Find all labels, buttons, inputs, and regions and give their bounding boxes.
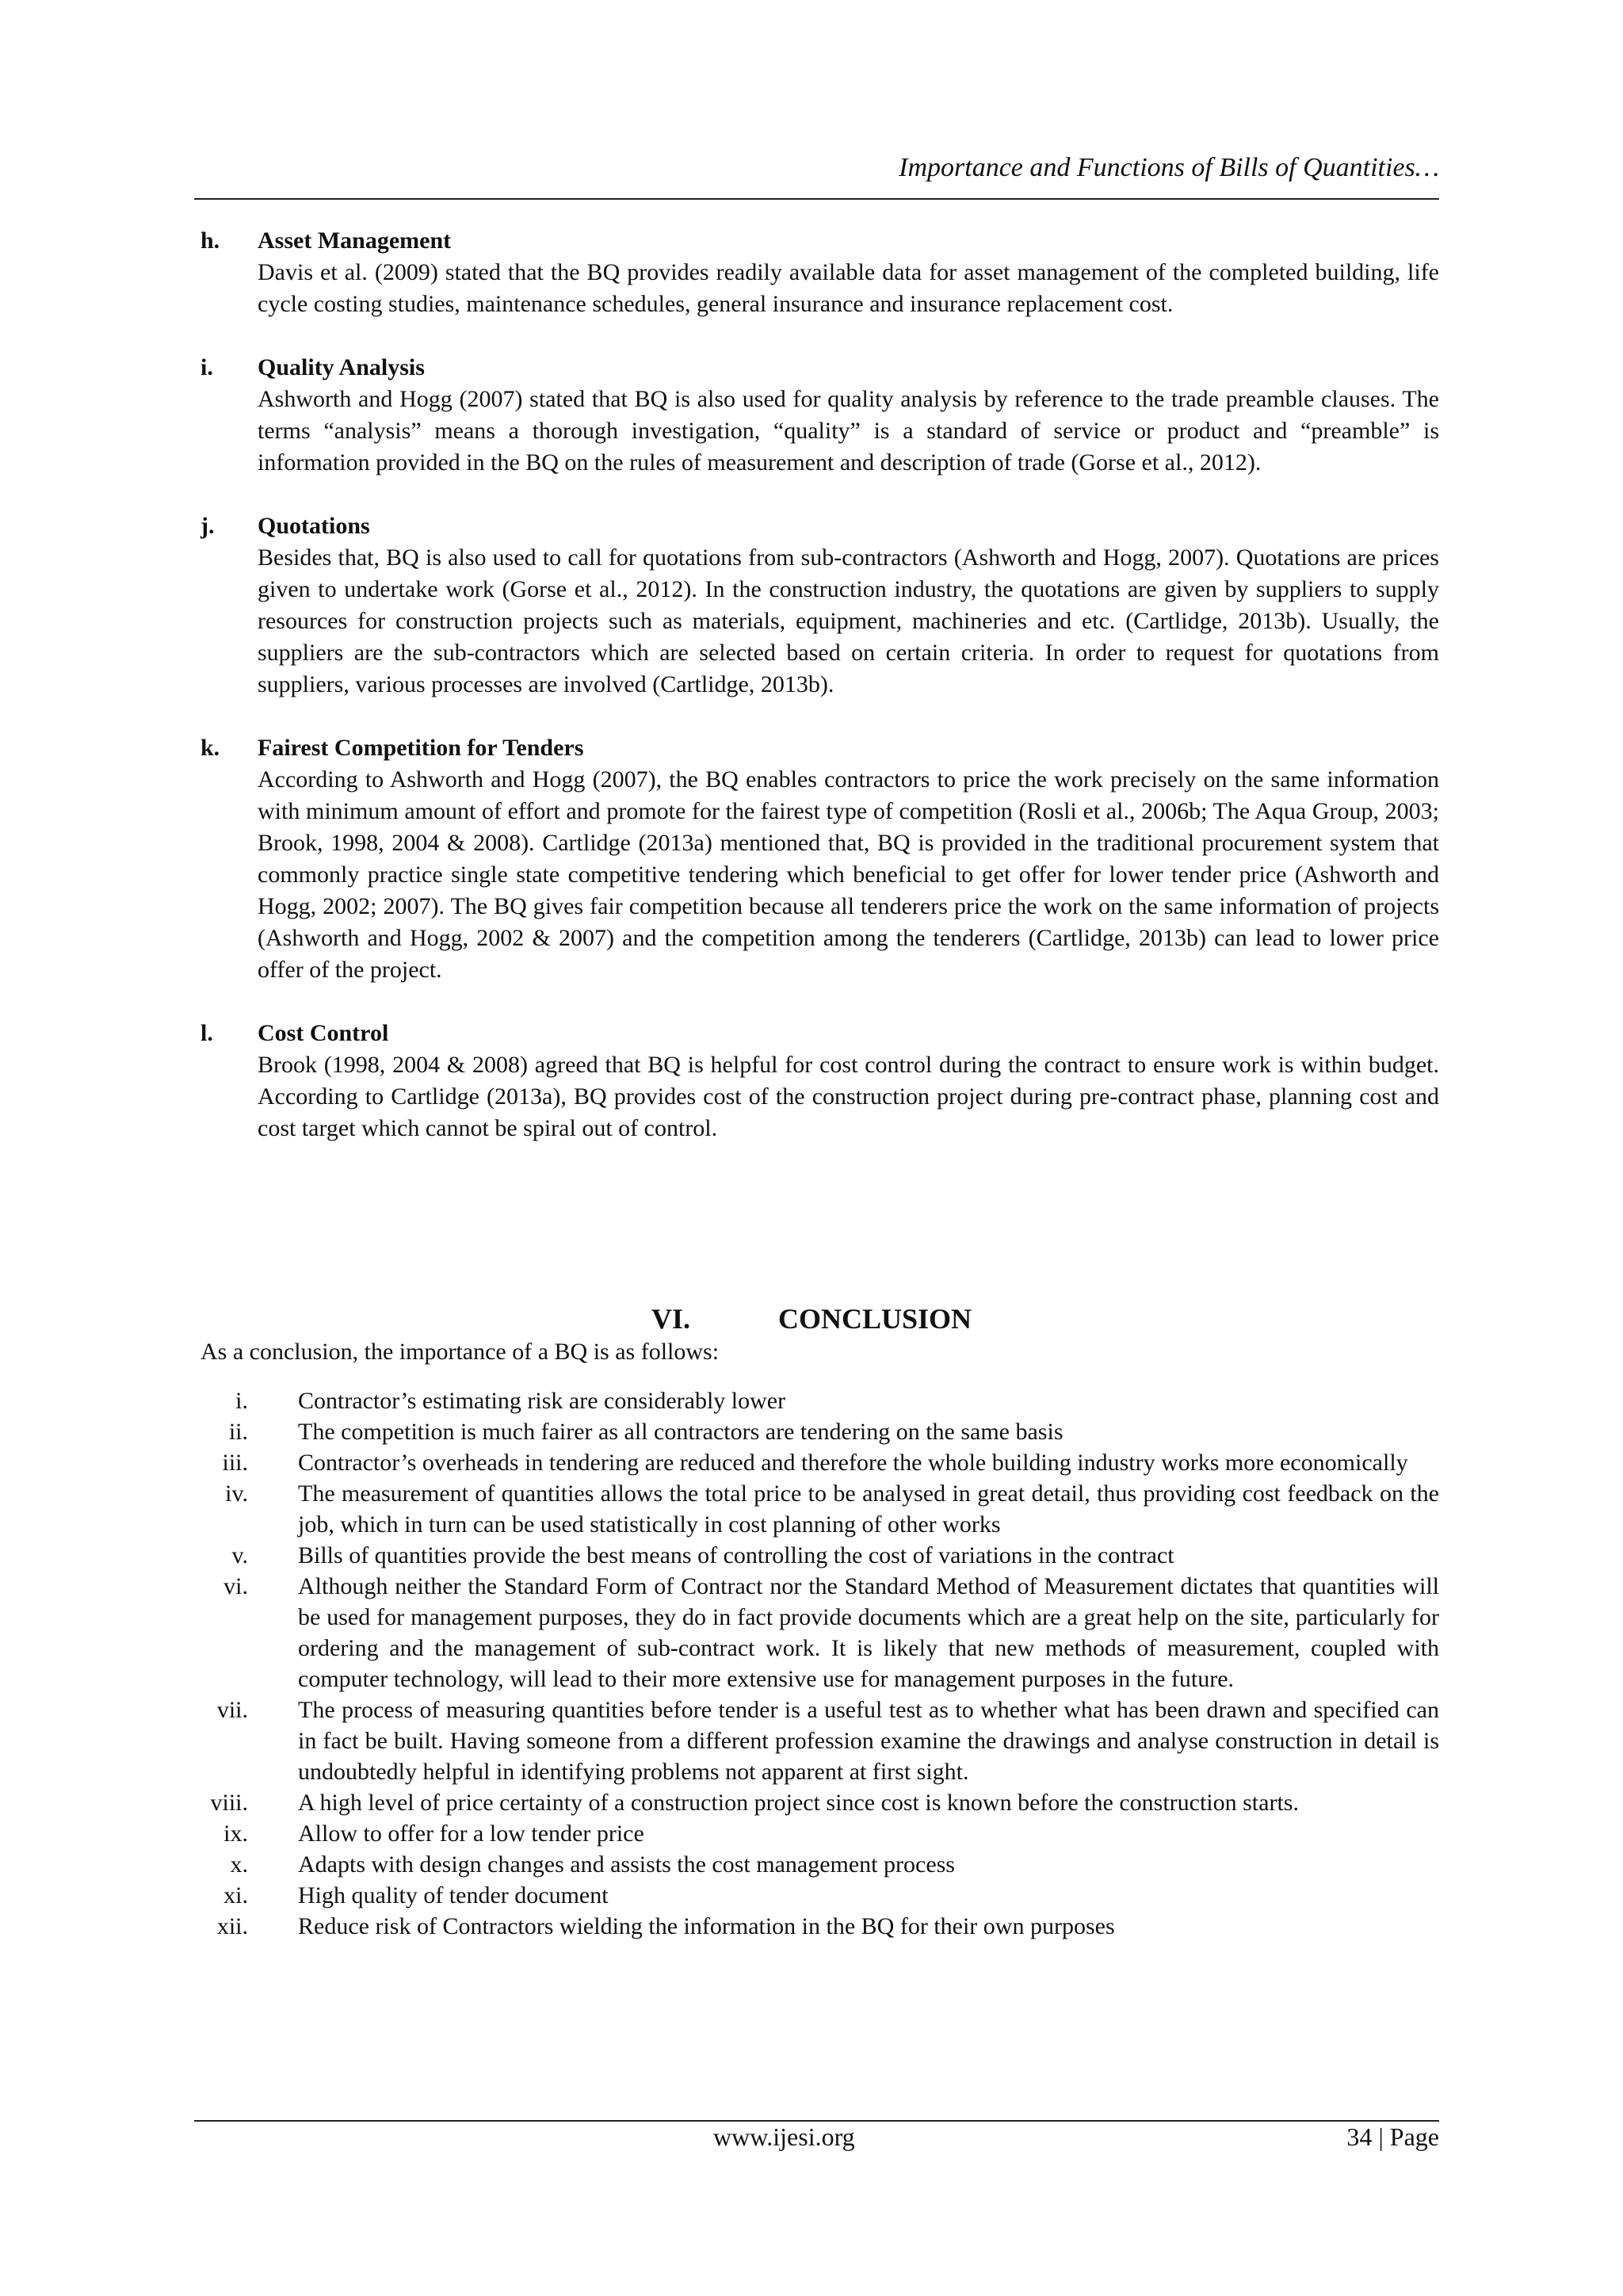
list-item-text: Contractor’s estimating risk are considerably lower <box>298 1388 786 1414</box>
list-item-number: i. <box>235 1388 248 1414</box>
section-body: According to Ashworth and Hogg (2007), the BQ enables contractors to price the work precisely on the same information with minimum amount of effort and promote for the fairest type of competition (Rosli et al., 2006b; The Aqua Group, 2003; Brook, 1998, 2004 & 2008). Cartlidge (2013a) mentioned that, BQ is provided in the traditional procurement system that commonly practice single state competitive tendering which beneficial to get offer for lower tender price (Ashworth and Hogg, 2002; 2007). The BQ gives fair competition because all tenderers price the work on the same information of projects (Ashworth and Hogg, 2002 & 2007) and the competition among the tenderers (Cartlidge, 2013b) can lead to lower price offer of the project. <box>258 766 1439 983</box>
footer-url: www.ijesi.org <box>713 2122 855 2151</box>
section-body: Davis et al. (2009) stated that the BQ provides readily available data for asset management of the completed building, life cycle costing studies, maintenance schedules, general insurance and insurance replacement cost. <box>258 259 1439 317</box>
section-title: Cost Control <box>258 1020 389 1046</box>
list-item <box>200 1416 1439 1447</box>
section-letter: k. <box>200 735 220 761</box>
list-item-number: xii. <box>216 1913 248 1939</box>
list-item-number: vi. <box>223 1573 248 1599</box>
header-rule <box>194 198 1439 200</box>
list-item <box>200 1540 1439 1571</box>
list-item-text: The process of measuring quantities before tender is a useful test as to whether what has been drawn and specified can in fact be built. Having someone from a different profession examine the drawings and analyse construction in detail is undoubtedly helpful in identifying problems not apparent at first sight. <box>298 1697 1439 1785</box>
section-body: Brook (1998, 2004 & 2008) agreed that BQ is helpful for cost control during the contract to ensure work is within budget. According to Cartlidge (2013a), BQ provides cost of the construction project during pre-contract phase, planning cost and cost target which cannot be spiral out of control. <box>258 1052 1439 1141</box>
list-item-number: x. <box>230 1851 248 1878</box>
list-item <box>200 1818 1439 1849</box>
section-quality-analysis <box>200 352 1439 479</box>
list-item-text: Contractor’s overheads in tendering are reduced and therefore the whole building industry works more economically <box>298 1450 1408 1476</box>
section-body: Besides that, BQ is also used to call for quotations from sub-contractors (Ashworth and Hogg, 2007). Quotations are prices given to undertake work (Gorse et al., 2012). In the construction industry, the quotations are given by suppliers to supply resources for construction projects such as materials, equipment, machineries and etc. (Cartlidge, 2013b). Usually, the suppliers are the sub-contractors which are selected based on certain criteria. In order to request for quotations from suppliers, various processes are involved (Cartlidge, 2013b). <box>258 544 1439 697</box>
section-letter: l. <box>200 1020 213 1046</box>
list-item-number: iii. <box>222 1450 248 1476</box>
section-letter: j. <box>200 513 215 539</box>
section-body: Ashworth and Hogg (2007) stated that BQ is also used for quality analysis by reference to the trade preamble clauses. The terms “analysis” means a thorough investigation, “quality” is a standard of service or product and “preamble” is information provided in the BQ on the rules of measurement and description of trade (Gorse et al., 2012). <box>258 386 1439 476</box>
section-letter: i. <box>200 354 213 380</box>
section-quotations <box>200 510 1439 701</box>
list-item-number: viii. <box>210 1790 248 1816</box>
list-item-number: ix. <box>223 1820 248 1847</box>
list-item <box>200 1694 1439 1787</box>
running-head: Importance and Functions of Bills of Quantities… <box>899 153 1439 182</box>
section-asset-management <box>200 225 1439 320</box>
list-item-text: Bills of quantities provide the best means of controlling the cost of variations in the contract <box>298 1542 1174 1568</box>
sections-list <box>200 225 1439 1176</box>
conclusion-list <box>200 1385 1439 1942</box>
list-item-number: v. <box>231 1542 248 1568</box>
section-letter: h. <box>200 227 220 254</box>
list-item-text: Although neither the Standard Form of Contract nor the Standard Method of Measurement dictates that quantities will be used for management purposes, they do in fact provide documents which are a great help on the site, particularly for ordering and the management of sub-contract work. It is likely that new methods of measurement, coupled with computer technology, will lead to their more extensive use for management purposes in the future. <box>298 1573 1439 1692</box>
list-item-number: iv. <box>225 1480 248 1507</box>
list-item <box>200 1787 1439 1818</box>
list-item-text: Allow to offer for a low tender price <box>298 1820 644 1847</box>
list-item <box>200 1478 1439 1540</box>
footer-rule <box>194 2120 1439 2122</box>
list-item-text: Adapts with design changes and assists the cost management process <box>298 1851 955 1878</box>
list-item <box>200 1571 1439 1694</box>
list-item-text: The competition is much fairer as all contractors are tendering on the same basis <box>298 1419 1064 1445</box>
page-number: 34 | Page <box>1346 2122 1439 2151</box>
list-item-number: xi. <box>223 1882 248 1908</box>
list-item-text: High quality of tender document <box>298 1882 609 1908</box>
list-item-number: ii. <box>228 1419 248 1445</box>
section-cost-control <box>200 1018 1439 1144</box>
conclusion-number: VI. <box>651 1303 690 1335</box>
list-item <box>200 1385 1439 1416</box>
section-title: Asset Management <box>258 227 452 254</box>
section-title: Quality Analysis <box>258 354 425 380</box>
list-item <box>200 1447 1439 1478</box>
list-item <box>200 1849 1439 1880</box>
list-item <box>200 1911 1439 1942</box>
list-item-text: A high level of price certainty of a construction project since cost is known before the construction starts. <box>298 1790 1299 1816</box>
list-item-text: Reduce risk of Contractors wielding the information in the BQ for their own purposes <box>298 1913 1115 1939</box>
list-item <box>200 1880 1439 1911</box>
section-title: Quotations <box>258 513 370 539</box>
conclusion-intro: As a conclusion, the importance of a BQ is as follows: <box>200 1339 720 1365</box>
list-item-text: The measurement of quantities allows the total price to be analysed in great detail, thus providing cost feedback on the job, which in turn can be used statistically in cost planning of other works <box>298 1480 1439 1538</box>
conclusion-heading <box>0 1302 1623 1335</box>
conclusion-title: CONCLUSION <box>777 1303 972 1335</box>
section-fairest-competition <box>200 732 1439 986</box>
section-title: Fairest Competition for Tenders <box>258 735 584 761</box>
list-item-number: vii. <box>216 1697 248 1723</box>
